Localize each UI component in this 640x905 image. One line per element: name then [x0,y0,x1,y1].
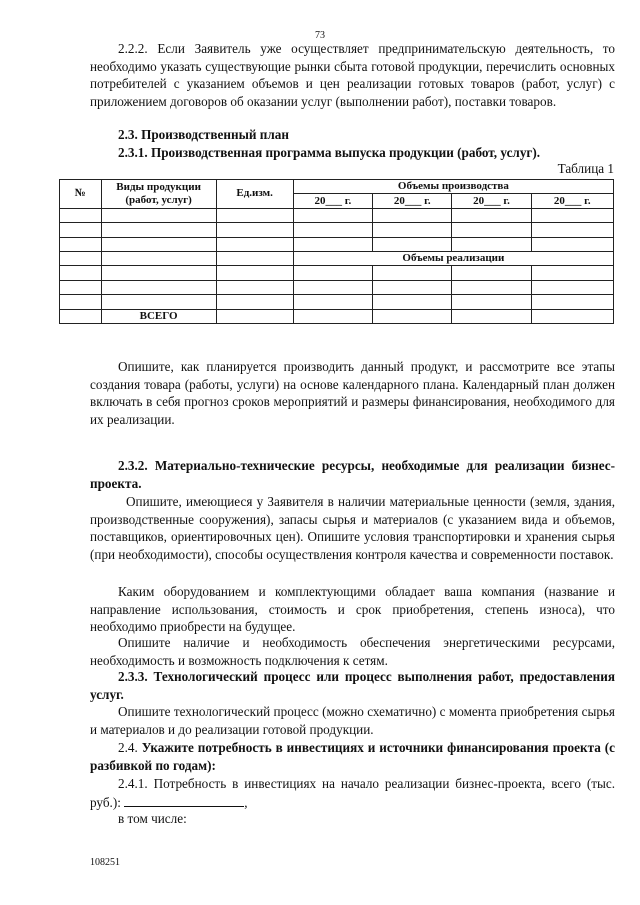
table-total-row [60,309,614,323]
paragraph-2-4 [90,739,615,774]
year-cell: 20___ г. [293,194,372,208]
paragraph-describe-production: Опишите, как планируется производить данный продукт, и рассмотрите все этапы создания товара (работы, услуги) на основе календарного плана. Календарный план должен включать в себя прогноз сроков мероприятий и размеры финансирования, необходимого для их реализации. [90,359,615,427]
header-product-types: Виды продукции (работ, услуг) [101,180,216,209]
paragraph-2-4-1 [90,775,615,811]
table-row [60,237,614,251]
year-cell: 20___ г. [452,194,531,208]
header-production-volumes: Объемы производства [293,180,613,194]
amount-blank-line [124,793,244,807]
year-cell: 20___ г. [373,194,452,208]
paragraph-2-3-2-energy: Опишите наличие и необходимость обеспечения энергетическими ресурсами, необходимость и возможность подключения к сетям. [90,635,615,668]
paragraph-2-3-2-resources: Опишите, имеющиеся у Заявителя в наличии материальные ценности (земля, здания, производственные сооружения), запасы сырья и материалов (с указанием вида и объемов, поставщиков, ориентировочных цен). Опишите условия транспортировки и хранения сырья (при необходимости), способы осуществления контроля качества и современности поставок. [90,494,615,562]
heading-2-3-2: 2.3.2. Материально-технические ресурсы, необходимые для реализации бизнес-проекта. [90,458,615,491]
table-sales-row [60,251,614,265]
paragraph-including: в том числе: [118,811,187,826]
heading-2-3-3: 2.3.3. Технологический процесс или процесс выполнения работ, предоставления услуг. [90,669,615,702]
header-unit: Ед.изм. [216,180,293,209]
paragraph-2-3-2-equipment: Каким оборудованием и комплектующими обладает ваша компания (название и направление использования, стоимость и срок приобретения, степень износа), что необходимо приобрести на будущее. [90,584,615,634]
paragraph-2-2-2: 2.2.2. Если Заявитель уже осуществляет предпринимательскую деятельность, то необходимо указать существующие рынки сбыта готовой продукции, перечислить основных потребителей с указанием объемов и цен реализации готовых товаров (работ, услуг) с приложением договоров об оказании услуг (выполнении работ), поставки товаров. [90,41,615,109]
section-2-4-heading: Укажите потребность в инвестициях и источники финансирования проекта (с разбивкой по годам): [90,740,616,773]
header-number: № [60,180,102,209]
header-sales-volumes: Объемы реализации [293,251,613,265]
page-number: 73 [315,30,325,41]
table-header-row [60,180,614,194]
total-label: ВСЕГО [101,309,216,323]
table-caption: Таблица 1 [557,161,614,176]
paragraph-2-4-1-comma: , [244,794,248,810]
table-row [60,208,614,222]
heading-2-3: 2.3. Производственный план [118,127,289,142]
table-row [60,223,614,237]
paragraph-2-4-1-text: 2.4.1. Потребность в инвестициях на начало реализации бизнес-проекта, всего (тыс. руб.): [90,776,615,810]
footer-code: 108251 [90,857,120,868]
paragraph-2-3-3: Опишите технологический процесс (можно схематично) с момента приобретения сырья и материалов и до реализации готовой продукции. [90,704,615,737]
table-row [60,280,614,294]
year-cell: 20___ г. [531,194,613,208]
table-row [60,295,614,309]
production-table [59,179,614,324]
heading-2-3-1: 2.3.1. Производственная программа выпуска продукции (работ, услуг). [118,145,541,160]
table-row [60,266,614,280]
section-2-4-number: 2.4. [118,740,138,755]
